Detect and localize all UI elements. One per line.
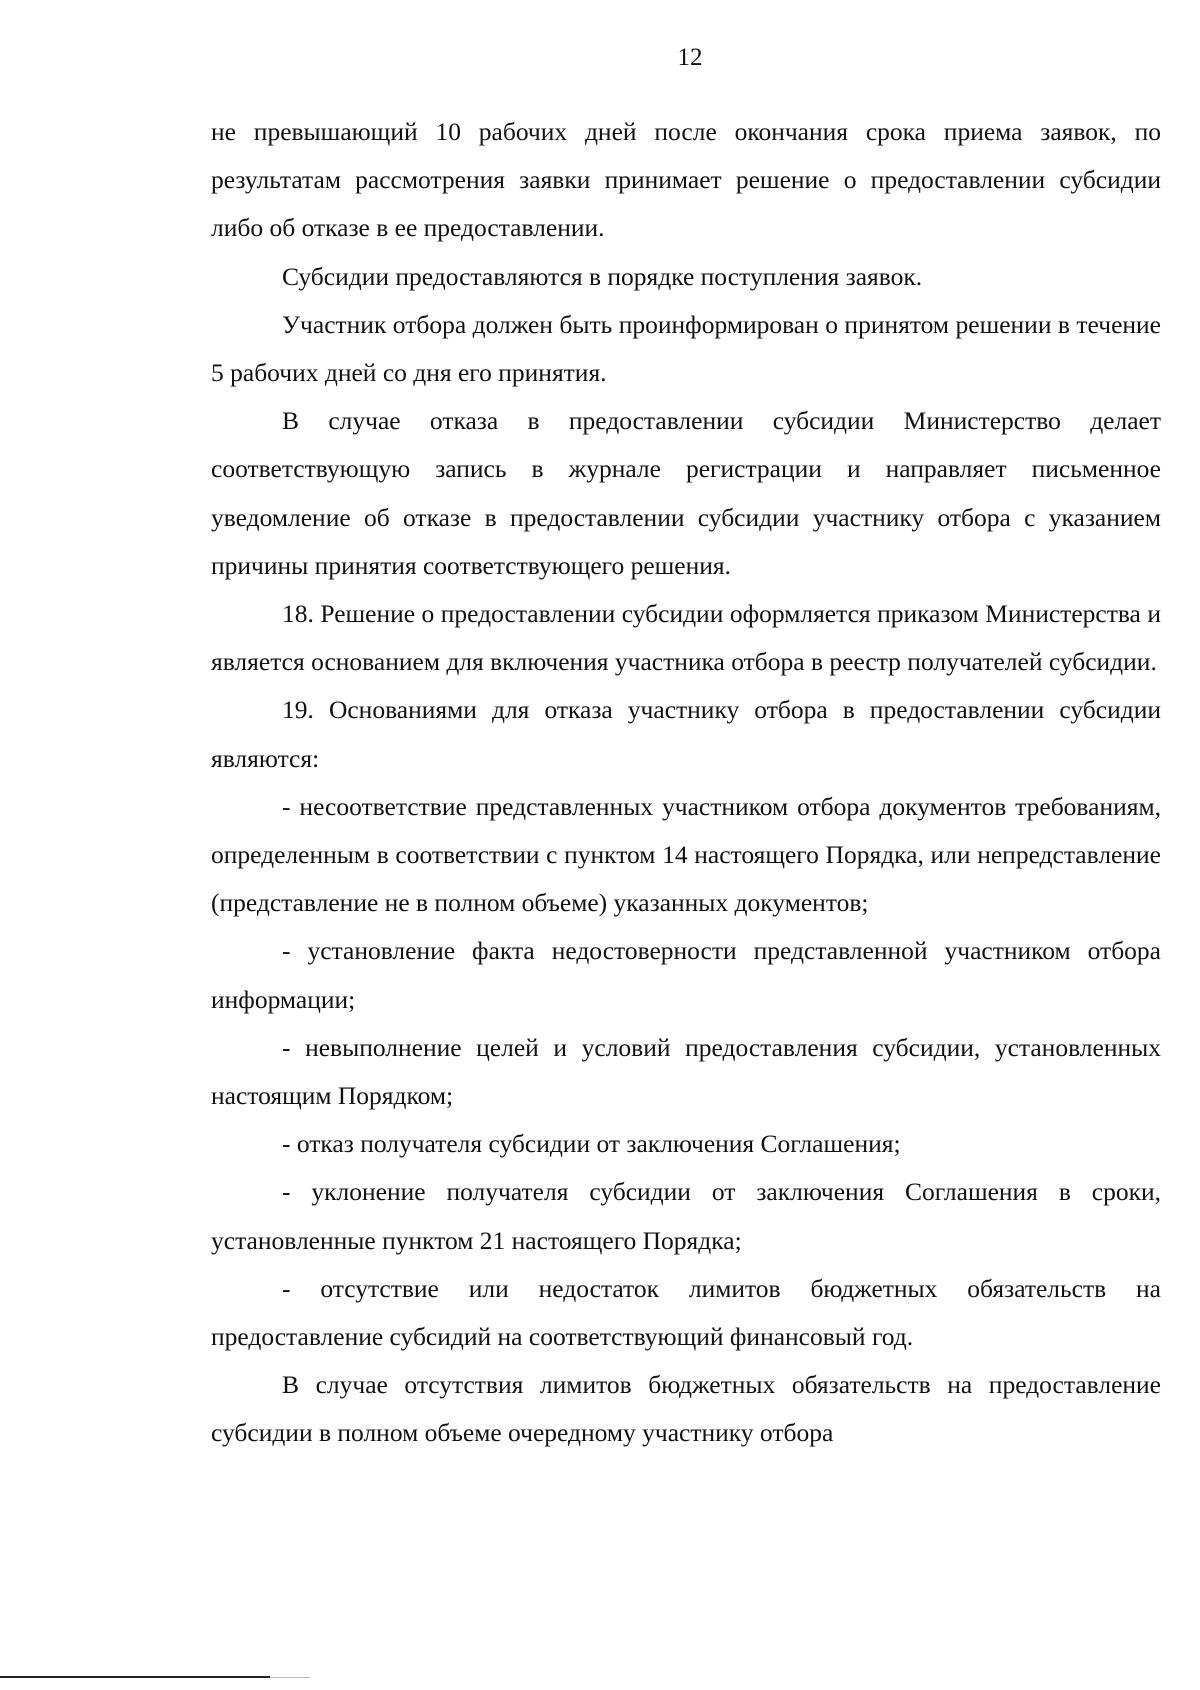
paragraph: В случае отказа в предоставлении субсидии Министерство делает соответствующую запись в журнале регистрации и направляет письменное уведомление об отказе в предоставлении субсидии участнику отбора с указанием причины принятия соответствующего решения.	[211, 406, 1161, 580]
list-item: - уклонение получателя субсидии от заключения Соглашения в сроки, установленные пунктом 21 настоящего Порядка;	[211, 1177, 1161, 1255]
paragraph: В случае отсутствия лимитов бюджетных обязательств на предоставление субсидии в полном объеме очередному участнику отбора	[211, 1370, 1161, 1448]
list-item: - отсутствие или недостаток лимитов бюджетных обязательств на предоставление субсидий на соответствующий финансовый год.	[211, 1273, 1161, 1352]
footer-rule-faint	[270, 1677, 310, 1678]
list-item: - отказ получателя субсидии от заключения Соглашения;	[282, 1129, 901, 1159]
paragraph: не превышающий 10 рабочих дней после окончания срока приема заявок, по результатам рассмотрения заявки принимает решение о предоставлении субсидии либо об отказе в ее предоставлении.	[211, 117, 1161, 243]
paragraph: Субсидии предоставляются в порядке поступления заявок.	[282, 261, 923, 291]
list-item: - несоответствие представленных участником отбора документов требованиям, определенным в соответствии с пунктом 14 настоящего Порядка, или непредставление (представление не в полном объеме) указанных документов;	[211, 791, 1161, 918]
footer-rule	[0, 1676, 270, 1678]
document-body	[211, 108, 1161, 1458]
list-item: - установление факта недостоверности представленной участником отбора информации;	[211, 936, 1161, 1014]
page-number: 12	[677, 44, 703, 71]
paragraph: 19. Основаниями для отказа участнику отбора в предоставлении субсидии являются:	[211, 695, 1161, 773]
paragraph: 18. Решение о предоставлении субсидии оформляется приказом Министерства и является основанием для включения участника отбора в реестр получателей субсидии.	[211, 599, 1161, 677]
paragraph: Участник отбора должен быть проинформирован о принятом решении в течение 5 рабочих дней со дня его принятия.	[211, 309, 1161, 388]
list-item: - невыполнение целей и условий предоставления субсидии, установленных настоящим Порядком;	[211, 1032, 1161, 1111]
